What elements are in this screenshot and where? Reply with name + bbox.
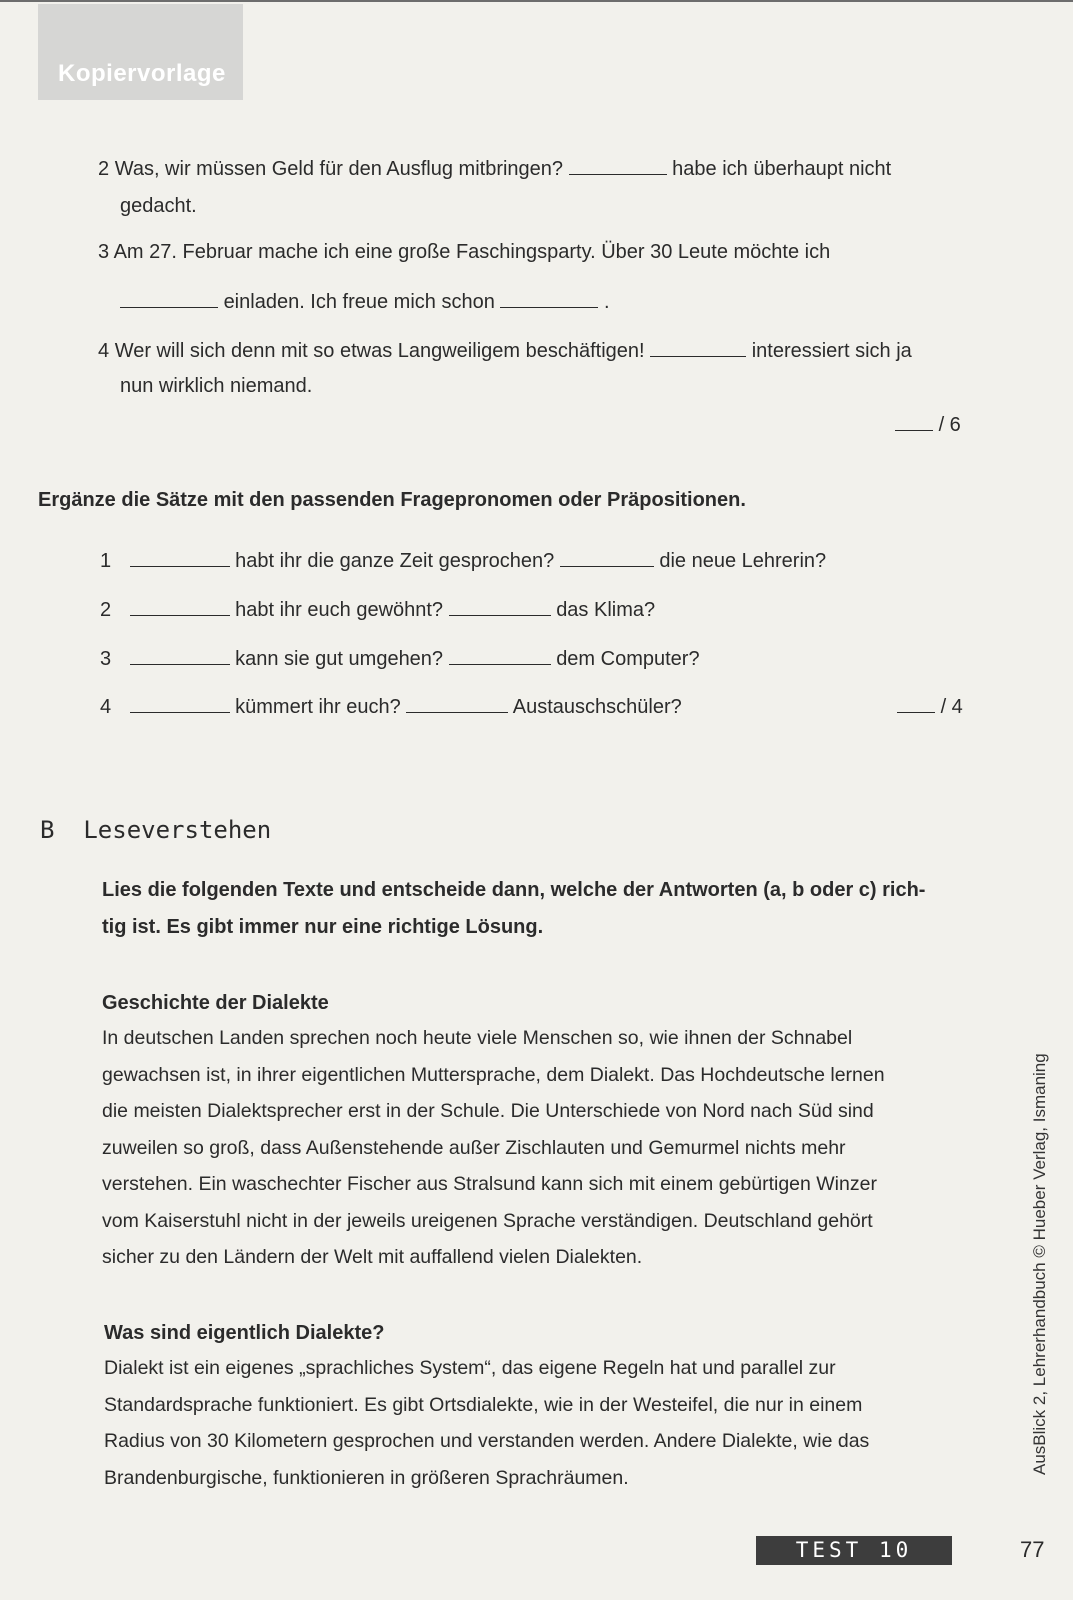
answer-blank[interactable] — [130, 646, 230, 665]
item-text: Wer will sich denn mit so etwas Langweiligem beschäftigen! — [114, 340, 645, 362]
item-text: kann sie gut umgehen? — [235, 648, 444, 670]
item-text: Am 27. Februar mache ich eine große Faschingsparty. Über 30 Leute möchte ich — [113, 241, 831, 263]
item-text: das Klima? — [556, 599, 656, 621]
score-blank[interactable] — [897, 694, 935, 713]
text1-heading: Geschichte der Dialekte — [102, 992, 329, 1014]
text-line: gewachsen ist, in ihrer eigentlichen Muttersprache, dem Dialekt. Das Hochdeutsche lernen — [102, 1063, 885, 1086]
text-line: verstehen. Ein waschechter Fischer aus Stralsund kann sich mit einem gebürtigen Winzer — [102, 1173, 877, 1195]
item-number: 4 — [100, 696, 112, 718]
fill-instruction: Ergänze die Sätze mit den passenden Fragepronomen oder Präpositionen. — [38, 489, 746, 511]
item-2-line2: gedacht. — [120, 195, 197, 217]
item-text: habe ich überhaupt nicht — [672, 158, 892, 180]
item-number: 2 — [100, 599, 112, 621]
answer-blank[interactable] — [569, 156, 667, 175]
section-b-instruction-line2: tig ist. Es gibt immer nur eine richtige Lösung. — [102, 916, 544, 938]
item-text: Austauschschüler? — [512, 696, 682, 718]
fill-item-4 — [100, 694, 682, 719]
item-text: einladen. Ich freue mich schon — [223, 291, 495, 313]
answer-blank[interactable] — [449, 597, 551, 616]
text-line: zuweilen so groß, dass Außenstehende außer Zischlauten und Gemurmel nichts mehr — [102, 1136, 846, 1159]
score-6 — [895, 412, 961, 437]
item-text: die neue Lehrerin? — [659, 550, 827, 572]
item-2-line1 — [98, 156, 891, 181]
answer-blank[interactable] — [500, 289, 598, 308]
text1-body — [102, 1020, 885, 1276]
item-number: 3 — [98, 241, 110, 263]
text-line: Standardsprache funktioniert. Es gibt Ortsdialekte, wie in der Westeifel, die nur in einem — [104, 1393, 863, 1416]
item-4-line1 — [98, 338, 912, 363]
badge-label: Kopiervorlage — [58, 60, 226, 87]
item-4-line2: nun wirklich niemand. — [120, 375, 313, 397]
score-total: / 6 — [938, 414, 961, 436]
answer-blank[interactable] — [560, 548, 654, 567]
answer-blank[interactable] — [120, 289, 218, 308]
text-line: Brandenburgische, funktionieren in größeren Sprachräumen. — [104, 1466, 629, 1489]
item-number: 1 — [100, 550, 112, 572]
answer-blank[interactable] — [130, 548, 230, 567]
section-title: Leseverstehen — [83, 816, 272, 844]
answer-blank[interactable] — [406, 694, 508, 713]
text2-body — [104, 1350, 869, 1496]
page-number: 77 — [1020, 1537, 1045, 1562]
item-text: interessiert sich ja — [751, 340, 912, 362]
answer-blank[interactable] — [650, 338, 746, 357]
section-b-instruction-line1: Lies die folgenden Texte und entscheide dann, welche der Antworten (a, b oder c) rich- — [102, 879, 926, 901]
text-line: In deutschen Landen sprechen noch heute viele Menschen so, wie ihnen der Schnabel — [102, 1027, 853, 1049]
answer-blank[interactable] — [130, 694, 230, 713]
item-number: 3 — [100, 648, 112, 670]
item-text: dem Computer? — [556, 648, 700, 670]
item-number: 4 — [98, 340, 110, 362]
section-b-heading — [40, 816, 271, 844]
fill-item-3 — [100, 646, 700, 671]
fill-item-1 — [100, 548, 826, 573]
item-text: habt ihr euch gewöhnt? — [235, 599, 444, 621]
item-text: kümmert ihr euch? — [235, 696, 401, 718]
score-4 — [897, 694, 963, 719]
text-line: Dialekt ist ein eigenes „sprachliches System“, das eigene Regeln hat und parallel zur — [104, 1357, 836, 1379]
item-3-line1 — [98, 240, 830, 264]
fill-item-2 — [100, 597, 655, 622]
item-text: . — [603, 291, 610, 313]
answer-blank[interactable] — [449, 646, 551, 665]
text-line: die meisten Dialektsprecher erst in der Schule. Die Unterschiede von Nord nach Süd sind — [102, 1100, 874, 1122]
copyright-side-note: AusBlick 2, Lehrerhandbuch © Hueber Verlag, Ismaning — [1030, 1053, 1049, 1475]
item-text: Was, wir müssen Geld für den Ausflug mitbringen? — [114, 158, 564, 180]
text2-heading: Was sind eigentlich Dialekte? — [104, 1322, 385, 1344]
test-label: TEST 10 — [756, 1536, 952, 1565]
top-rule — [0, 0, 1073, 2]
kopiervorlage-badge — [38, 4, 243, 100]
item-number: 2 — [98, 158, 110, 180]
text-line: vom Kaiserstuhl nicht in der jeweils ureigenen Sprache verständigen. Deutschland gehört — [102, 1209, 873, 1232]
score-blank[interactable] — [895, 412, 933, 431]
text-line: Radius von 30 Kilometern gesprochen und verstanden werden. Andere Dialekte, wie das — [104, 1430, 870, 1452]
item-text: habt ihr die ganze Zeit gesprochen? — [235, 550, 555, 572]
answer-blank[interactable] — [130, 597, 230, 616]
text-line: sicher zu den Ländern der Welt mit auffallend vielen Dialekten. — [102, 1246, 643, 1268]
section-letter: B — [40, 816, 55, 844]
score-total: / 4 — [940, 696, 963, 718]
item-3-line2 — [120, 289, 610, 314]
